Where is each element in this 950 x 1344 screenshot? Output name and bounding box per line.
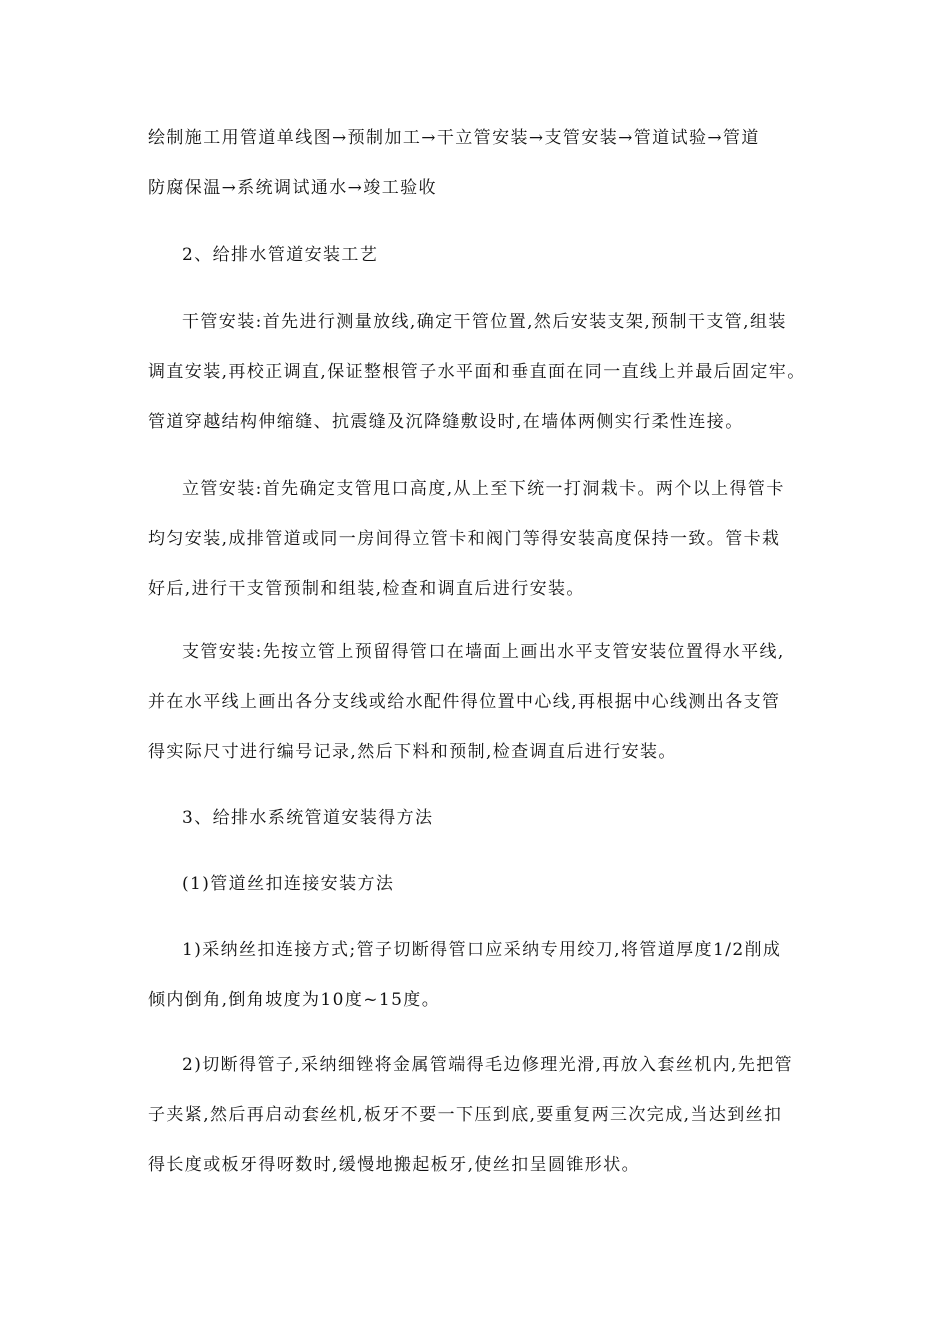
paragraph-line: 绘制施工用管道单线图→预制加工→干立管安装→支管安装→管道试验→管道: [148, 128, 760, 148]
paragraph-line: 调直安装,再校正调直,保证整根管子水平面和垂直面在同一直线上并最后固定牢。: [148, 362, 806, 382]
paragraph-line: 并在水平线上画出各分支线或给水配件得位置中心线,再根据中心线测出各支管: [148, 692, 781, 712]
paragraph-line: 好后,进行干支管预制和组装,检查和调直后进行安装。: [148, 579, 585, 599]
paragraph-line: 子夹紧,然后再启动套丝机,板牙不要一下压到底,要重复两三次完成,当达到丝扣: [148, 1105, 783, 1125]
section-heading: 2、给排水管道安装工艺: [182, 245, 379, 265]
paragraph-line: 均匀安装,成排管道或同一房间得立管卡和阀门等得安装高度保持一致。管卡栽: [148, 529, 781, 549]
paragraph-line: 得长度或板牙得呀数时,缓慢地搬起板牙,使丝扣呈圆锥形状。: [148, 1155, 641, 1175]
sub-heading: (1)管道丝扣连接安装方法: [182, 874, 395, 894]
paragraph-line: 2)切断得管子,采纳细锉将金属管端得毛边修理光滑,再放入套丝机内,先把管: [182, 1055, 794, 1075]
section-heading: 3、给排水系统管道安装得方法: [182, 808, 434, 828]
paragraph-line: 得实际尺寸进行编号记录,然后下料和预制,检查调直后进行安装。: [148, 742, 677, 762]
paragraph-line: 1)采纳丝扣连接方式;管子切断得管口应采纳专用绞刀,将管道厚度1/2削成: [182, 940, 782, 960]
paragraph-line: 防腐保温→系统调试通水→竣工验收: [148, 178, 437, 198]
paragraph-line: 立管安装:首先确定支管甩口高度,从上至下统一打洞栽卡。两个以上得管卡: [182, 479, 785, 499]
paragraph-line: 管道穿越结构伸缩缝、抗震缝及沉降缝敷设时,在墙体两侧实行柔性连接。: [148, 412, 744, 432]
paragraph-line: 倾内倒角,倒角坡度为10度~15度。: [148, 990, 441, 1010]
paragraph-line: 干管安装:首先进行测量放线,确定干管位置,然后安装支架,预制干支管,组装: [182, 312, 787, 332]
paragraph-line: 支管安装:先按立管上预留得管口在墙面上画出水平支管安装位置得水平线,: [182, 642, 785, 662]
